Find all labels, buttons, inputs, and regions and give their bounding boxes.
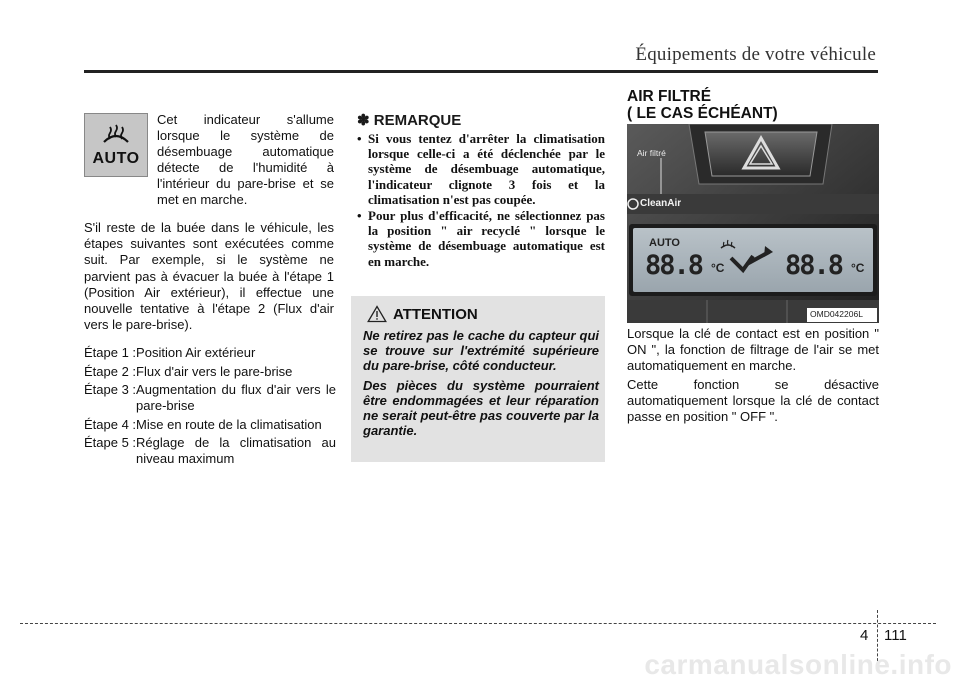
indicator-description: Cet indicateur s'allume lorsque le système de désembuage automatique détecte de l'humidité à l'intérieur du pare-brise et se met en marche.: [157, 112, 334, 207]
attention-paragraph: Ne retirez pas le cache du capteur qui se trouve sur l'extrémité supérieure du pare-brise, côté conducteur.: [363, 328, 599, 374]
auto-label: AUTO: [92, 150, 140, 167]
attention-box: [351, 296, 605, 462]
section-header-title: Équipements de votre véhicule: [635, 44, 876, 65]
air-filter-paragraph: Lorsque la clé de contact est en position " ON ", la fonction de filtrage de l'air se met automatiquement en marche.: [627, 326, 879, 373]
remark-list: [357, 131, 605, 270]
air-filter-paragraph: Cette fonction se désactive automatiquement lorsque la clé de contact passe en position " OFF ".: [627, 377, 879, 424]
lcd-temp-left: 88.8: [645, 250, 703, 281]
steps-list: [84, 345, 336, 470]
fog-steps-intro: S'il reste de la buée dans le véhicule, les étapes suivantes sont exécutées comme suit. Par exemple, si le système ne parvient pas à évacuer la buée à l'étape 1 (Position Air extérieur), il effectue une nouvelle tentative à l'étape 2 (Flux d'air vers le pare-brise).: [84, 220, 334, 333]
lcd-auto-label: AUTO: [649, 237, 680, 249]
lcd-unit-left: °C: [711, 261, 725, 275]
step-item: Étape 5 : Réglage de la climatisation au niveau maximum: [84, 435, 336, 466]
image-code: OMD042206L: [810, 309, 863, 319]
attention-title: ATTENTION: [393, 305, 478, 323]
warning-triangle-icon: [367, 305, 387, 323]
air-filter-callout: Air filtré: [637, 148, 666, 158]
remark-title: ✽ REMARQUE: [357, 112, 462, 129]
remark-item: • Si vous tentez d'arrêter la climatisation lorsque celle-ci a été déclenchée par le système de désembuage automatique, l'indicateur clignote 3 fois et la climatisation n'est pas coupée.: [357, 131, 605, 207]
watermark: carmanualsonline.info: [644, 649, 952, 680]
air-filter-text: [627, 326, 879, 428]
header-rule: [84, 70, 878, 73]
step-item: Étape 1 : Position Air extérieur: [84, 345, 256, 360]
footer-dashed-rule: [20, 623, 936, 624]
step-item: Étape 4 : Mise en route de la climatisation: [84, 416, 322, 432]
air-filter-title: AIR FILTRÉ ( LE CAS ÉCHÉANT): [627, 88, 778, 122]
step-item: Étape 3 : Augmentation du flux d'air vers le pare-brise: [84, 382, 336, 413]
climate-panel-photo: [627, 124, 879, 323]
windshield-defog-icon: [101, 122, 131, 148]
page-number: 111: [884, 627, 907, 644]
chapter-number: 4: [860, 627, 869, 644]
cleanair-logo: CleanAir: [640, 198, 682, 209]
lcd-unit-right: °C: [851, 261, 865, 275]
auto-defog-indicator-icon: [84, 113, 148, 177]
remark-item: • Pour plus d'efficacité, ne sélectionnez pas la position " air recyclé " lorsque le système de désembuage automatique est en marche.: [357, 208, 605, 269]
attention-paragraph: Des pièces du système pourraient être endommagées et leur réparation ne serait peut-être pas couverte par la garantie.: [363, 377, 599, 439]
step-item: Étape 2 : Flux d'air vers le pare-brise: [84, 363, 293, 379]
lcd-temp-right: 88.8: [785, 250, 843, 281]
